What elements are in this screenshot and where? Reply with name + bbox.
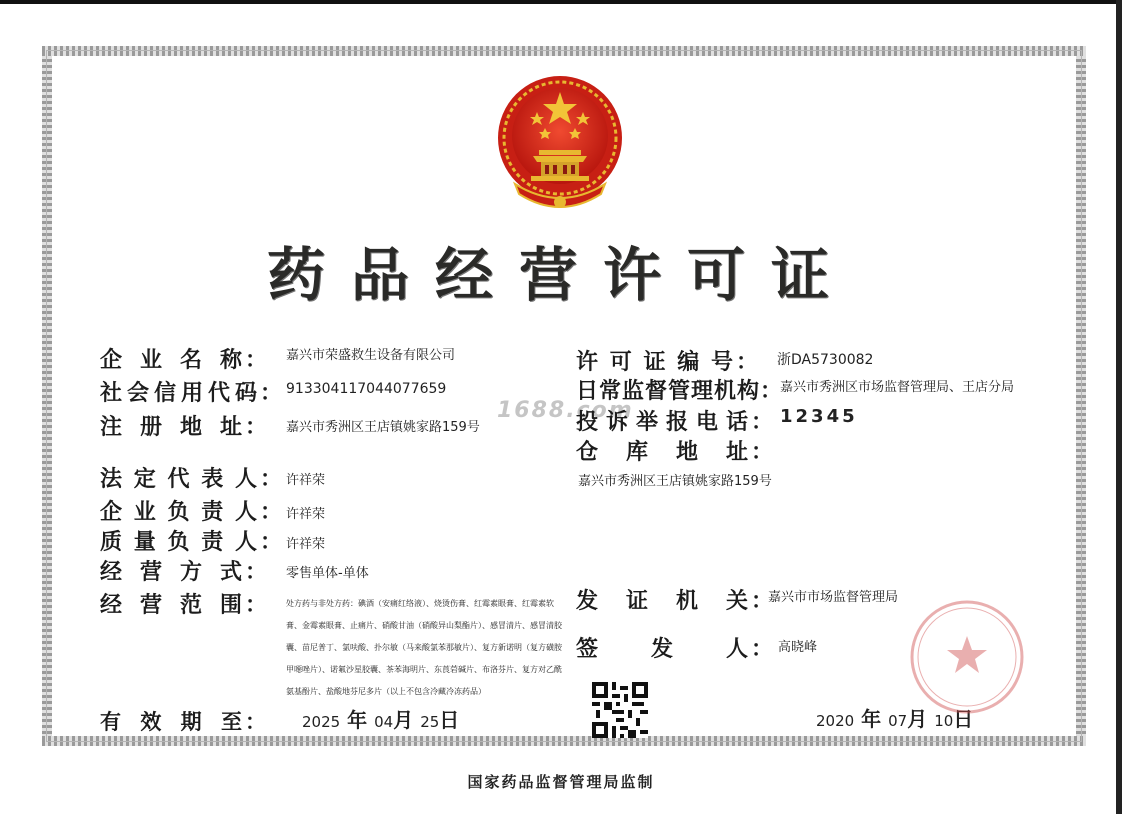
business-mode-row bbox=[100, 555, 270, 586]
window-right-edge bbox=[1116, 0, 1122, 814]
credit-code-colon: ： bbox=[260, 380, 286, 406]
certificate-title: 药品经营许可证 bbox=[266, 241, 855, 309]
business-scope-colon: ： bbox=[245, 592, 271, 618]
business-mode-value: 零售单体-单体 bbox=[286, 566, 369, 581]
complaint-phone-colon: ： bbox=[751, 409, 777, 435]
warehouse-label: 仓库地址 bbox=[576, 439, 751, 465]
footer-supervised-by: 国家药品监督管理局监制 bbox=[467, 773, 655, 791]
license-no-colon: ： bbox=[736, 349, 762, 375]
enterprise-name-label: 企业名称 bbox=[100, 347, 245, 373]
enterprise-head-label: 企业负责人 bbox=[100, 499, 260, 525]
validity-colon: ： bbox=[245, 709, 269, 734]
registered-address-row bbox=[100, 410, 270, 441]
supervisor-colon: ： bbox=[760, 378, 784, 404]
issuer-row bbox=[576, 584, 776, 615]
validity-day: 25 bbox=[420, 713, 440, 731]
signer-value: 高晓峰 bbox=[778, 640, 818, 655]
credit-code-label: 社会信用代码 bbox=[100, 380, 260, 406]
issue-month: 07 bbox=[888, 712, 908, 730]
quality-head-label: 质量负责人 bbox=[100, 529, 260, 555]
warehouse-value: 嘉兴市秀洲区王店镇姚家路159号 bbox=[578, 474, 772, 489]
supervisor-label: 日常监督管理机构 bbox=[576, 378, 761, 404]
registered-address-label: 注册地址 bbox=[100, 414, 245, 440]
license-no-value: 浙DA5730082 bbox=[777, 352, 874, 368]
complaint-phone-row bbox=[576, 405, 776, 436]
quality-head-row bbox=[100, 525, 285, 556]
validity-row bbox=[100, 706, 269, 736]
complaint-phone-label: 投诉举报电话 bbox=[576, 409, 751, 435]
validity-label: 有效期至 bbox=[100, 709, 245, 734]
legal-rep-colon: ： bbox=[260, 466, 286, 492]
issue-month-unit: 月 bbox=[907, 707, 928, 731]
validity-day-unit: 日 bbox=[439, 708, 460, 732]
registered-address-value: 嘉兴市秀洲区王店镇姚家路159号 bbox=[286, 420, 480, 435]
quality-head-colon: ： bbox=[260, 529, 286, 555]
supervisor-row bbox=[576, 374, 783, 405]
business-scope-label: 经营范围 bbox=[100, 592, 245, 618]
issuer-label: 发证机关 bbox=[576, 588, 751, 614]
supervisor-value: 嘉兴市秀洲区市场监督管理局、王店分局 bbox=[780, 380, 1015, 395]
complaint-phone-value: 12345 bbox=[780, 406, 858, 427]
signer-colon: ： bbox=[751, 636, 777, 662]
window-top-edge bbox=[0, 0, 1122, 4]
quality-head-value: 许祥荣 bbox=[286, 537, 326, 552]
issuer-colon: ： bbox=[751, 588, 777, 614]
enterprise-head-row bbox=[100, 495, 285, 526]
signer-label: 签发人 bbox=[576, 636, 751, 662]
enterprise-name-colon: ： bbox=[245, 347, 271, 373]
validity-year: 2025 bbox=[302, 713, 341, 731]
business-mode-colon: ： bbox=[245, 559, 271, 585]
enterprise-head-value: 许祥荣 bbox=[286, 507, 326, 522]
registered-address-colon: ： bbox=[245, 414, 271, 440]
validity-date bbox=[302, 704, 459, 733]
issuer-value: 嘉兴市市场监督管理局 bbox=[768, 590, 899, 605]
legal-rep-row bbox=[100, 462, 285, 493]
legal-rep-label: 法定代表人 bbox=[100, 466, 260, 492]
warehouse-colon: ： bbox=[751, 439, 777, 465]
business-scope-value: 处方药与非处方药：碘酒（安痛红络液）、烧烫伤膏、红霉素眼膏、红霉素软膏、金霉素眼膏、止痛片、硝酸甘油（硝酸异山梨酯片）、感冒清片、感冒清胶囊、苗尼普丁、氯呋酸、扑尔敏（马来酸氯苯那敏片）、复方新诺明（复方磺胺甲噁唑片）、诺氟沙星胶囊、茶苯海明片、东莨菪碱片、布洛芬片、复方对乙酰氨基酚片、盐酸地芬尼多片（以上不包含冷藏冷冻药品） bbox=[286, 599, 562, 696]
enterprise-name-row bbox=[100, 343, 270, 374]
issue-day-unit: 日 bbox=[953, 707, 974, 731]
legal-rep-value: 许祥荣 bbox=[286, 473, 326, 488]
business-mode-label: 经营方式 bbox=[100, 559, 245, 585]
license-no-row bbox=[576, 345, 761, 376]
credit-code-value: 913304117044077659 bbox=[286, 381, 447, 397]
official-seal-icon bbox=[908, 598, 1026, 716]
qr-code-icon bbox=[592, 682, 648, 738]
credit-code-row bbox=[100, 376, 285, 407]
issue-year: 2020 bbox=[816, 712, 855, 730]
enterprise-head-colon: ： bbox=[260, 499, 286, 525]
validity-month-unit: 月 bbox=[393, 708, 414, 732]
watermark: 1688.com bbox=[497, 398, 634, 423]
issue-year-unit: 年 bbox=[861, 707, 882, 731]
national-emblem-icon bbox=[493, 72, 627, 220]
issue-day: 10 bbox=[934, 712, 954, 730]
business-scope-row bbox=[100, 588, 270, 619]
validity-month: 04 bbox=[374, 713, 394, 731]
license-no-label: 许可证编号 bbox=[576, 349, 736, 375]
enterprise-name-value: 嘉兴市荣盛救生设备有限公司 bbox=[286, 348, 456, 363]
validity-year-unit: 年 bbox=[347, 708, 368, 732]
signer-row bbox=[576, 632, 776, 663]
warehouse-row bbox=[576, 435, 776, 466]
